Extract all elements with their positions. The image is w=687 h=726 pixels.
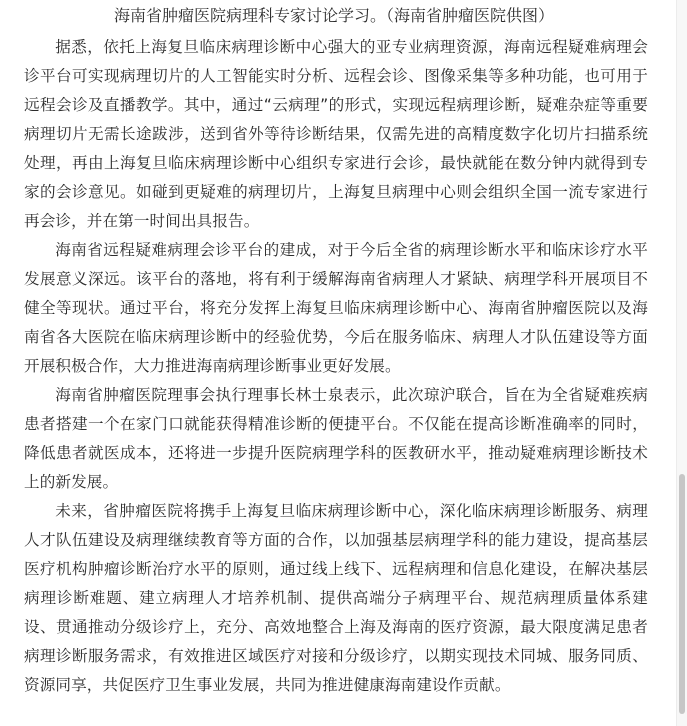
image-caption: 海南省肿瘤医院病理科专家讨论学习。（海南省肿瘤医院供图） [114,6,555,25]
article-paragraph-3: 海南省肿瘤医院理事会执行理事长林士泉表示，此次琼沪联合，旨在为全省疑难疾病患者搭建一个在家门口就能获得精准诊断的便捷平台。不仅能在提高诊断准确率的同时，降低患者就医成本，还将进一步提升医院病理学科的医教研水平，推动疑难病理诊断技术上的新发展。 [24,386,648,491]
article-paragraph-4: 未来，省肿瘤医院将携手上海复旦临床病理诊断中心，深化临床病理诊断服务、病理人才队伍建设及病理继续教育等方面的合作，以加强基层病理学科的能力建设，提高基层医疗机构肿瘤诊断治疗水平的原则，通过线上线下、远程病理和信息化建设，在解决基层病理诊断难题、建立病理人才培养机制、提供高端分子病理平台、规范病理质量体系建设、贯通推动分级诊疗上，充分、高效地整合上海及海南的医疗资源，最大限度满足患者病理诊断服务需求，有效推进区域医疗对接和分级诊疗，以期实现技术同城、服务同质、资源同享，共促医疗卫生事业发展，共同为推进健康海南建设作贡献。 [24,502,648,694]
article-paragraph-2: 海南省远程疑难病理会诊平台的建成，对于今后全省的病理诊断水平和临床诊疗水平发展意义深远。该平台的落地，将有利于缓解海南省病理人才紧缺、病理学科开展项目不健全等现状。通过平台，将充分发挥上海复旦临床病理诊断中心、海南省肿瘤医院以及海南省各大医院在临床病理诊断中的经验优势，今后在服务临床、病理人才队伍建设等方面开展积极合作，大力推进海南病理诊断事业更好发展。 [24,241,648,375]
article-paragraph-1: 据悉，依托上海复旦临床病理诊断中心强大的亚专业病理资源，海南远程疑难病理会诊平台可实现病理切片的人工智能实时分析、远程会诊、图像采集等多种功能，也可用于远程会诊及直播教学。其中，通过“云病理”的形式，实现远程病理诊断，疑难杂症等重要病理切片无需长途跋涉，送到省外等待诊断结果，仅需先进的高精度数字化切片扫描系统处理，再由上海复旦临床病理诊断中心组织专家进行会诊，最快就能在数分钟内就得到专家的会诊意见。如碰到更疑难的病理切片，上海复旦病理中心则会组织全国一流专家进行再会诊，并在第一时间出具报告。 [24,38,648,230]
vertical-scrollbar[interactable] [676,0,687,726]
scrollbar-thumb[interactable] [679,474,685,714]
